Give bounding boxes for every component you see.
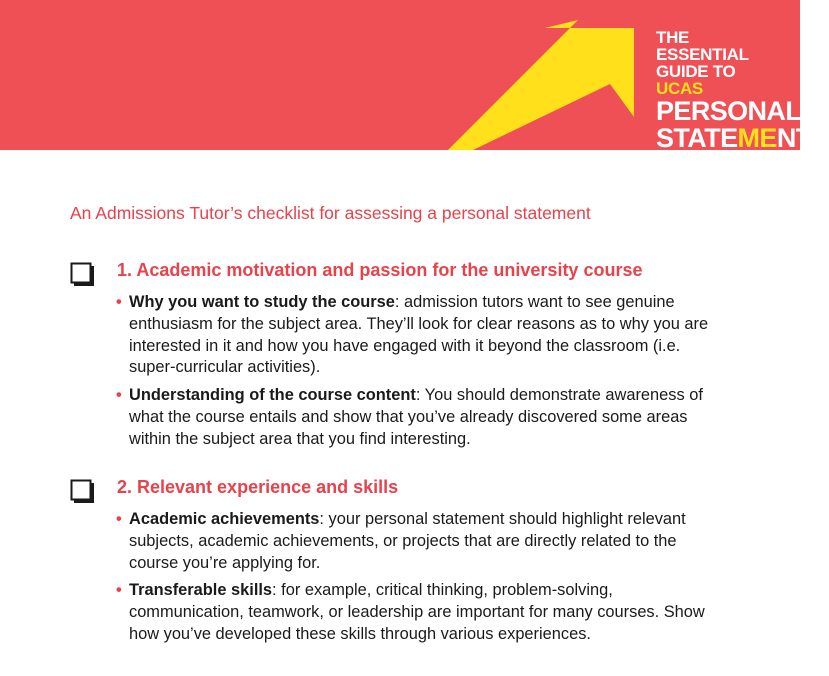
logo-line-1: THE ESSENTIAL	[656, 28, 749, 64]
header-banner	[0, 0, 829, 153]
bullet-heading: Academic achievements	[129, 510, 320, 528]
list-item	[116, 292, 716, 379]
logo-line-3: PERSONAL	[656, 96, 802, 126]
guide-logo	[656, 28, 829, 153]
bullet-text: : your personal statement should highlight relevant subjects, academic achievements, or projects that are directly related to the course you’re applying for.	[129, 510, 686, 572]
section-title: 2. Relevant experience and skills	[117, 477, 399, 497]
section-title: 1. Academic motivation and passion for the university course	[117, 260, 643, 280]
logo-nts: NTS	[776, 123, 829, 153]
bullet-dot-icon: •	[116, 386, 122, 405]
list-item	[116, 509, 716, 574]
logo-line-2	[656, 63, 786, 97]
bullet-heading: Understanding of the course content	[129, 386, 416, 405]
logo-ucas: UCAS	[656, 79, 703, 98]
checkbox-icon[interactable]	[70, 262, 92, 284]
bullet-dot-icon: •	[116, 581, 122, 600]
bullet-list	[116, 292, 716, 457]
arrow-shape	[448, 20, 634, 150]
logo-state: STATE	[656, 123, 738, 153]
bullet-text: : for example, critical thinking, problem-solving, communication, teamwork, or leadership are important for many courses. Show how you’ve developed these skills through various experiences.	[129, 581, 705, 643]
bullet-text: : You should demonstrate awareness of what the course entails and show that you’ve already discovered some areas within the subject area that you find interesting.	[129, 386, 703, 448]
logo-line-4	[656, 123, 829, 153]
list-item	[116, 580, 716, 645]
bullet-heading: Why you want to study the course	[129, 293, 395, 311]
bullet-dot-icon: •	[116, 510, 122, 528]
page-subtitle: An Admissions Tutor’s checklist for assessing a personal statement	[70, 203, 591, 223]
checkbox-icon[interactable]	[70, 479, 92, 501]
bullet-text: : admission tutors want to see genuine enthusiasm for the subject area. They’ll look for clear reasons as to why you are interested in it and how you have engaged with it beyond the classroom (i.e. super-curricular activities).	[129, 293, 709, 377]
logo-guide-to: GUIDE TO	[656, 62, 736, 81]
bullet-dot-icon: •	[116, 293, 122, 311]
bullet-list	[116, 509, 716, 652]
logo-me: ME	[737, 123, 777, 153]
list-item	[116, 385, 716, 450]
bullet-heading: Transferable skills	[129, 581, 273, 600]
